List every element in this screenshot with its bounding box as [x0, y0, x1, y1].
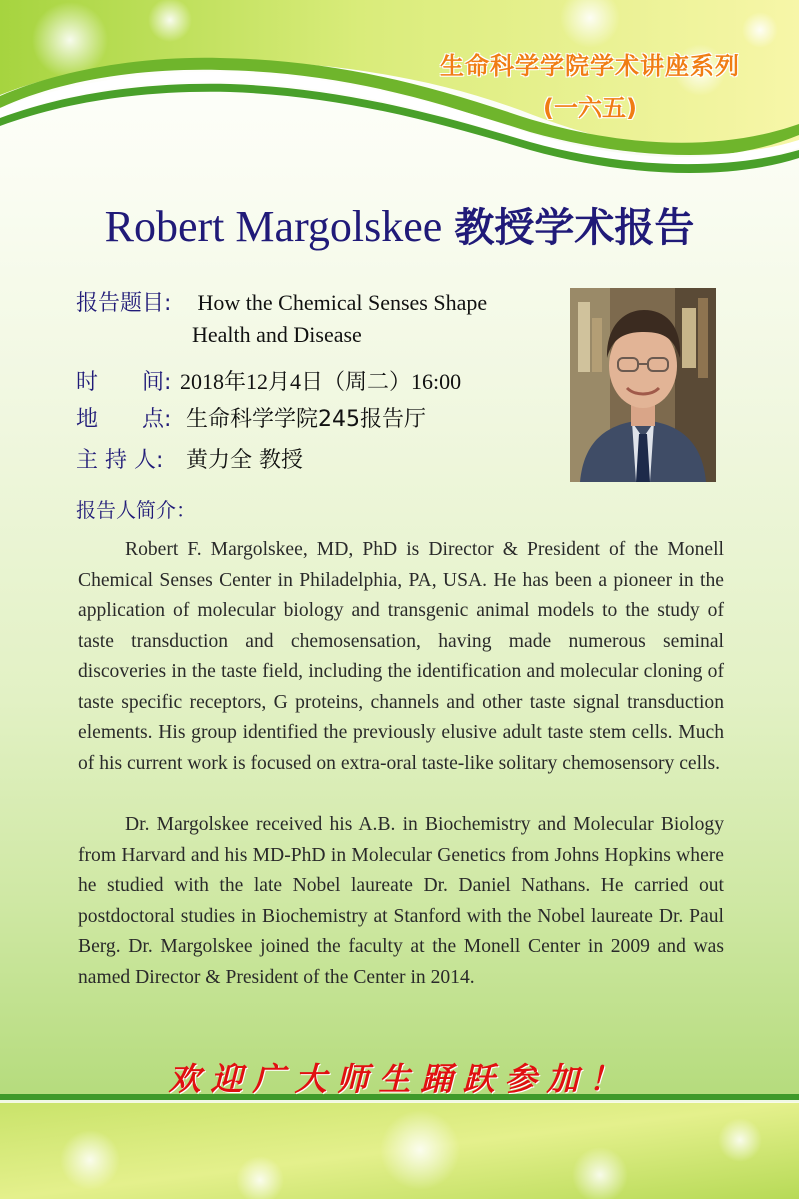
lecture-series-number: (一六五) — [543, 94, 637, 122]
topic-row — [76, 286, 487, 317]
title-suffix: 教授学术报告 — [454, 205, 695, 251]
place-row — [76, 402, 426, 433]
bio-heading: 报告人简介： — [76, 498, 196, 522]
topic-label: 报告题目: — [76, 291, 172, 316]
host-row — [76, 443, 303, 474]
report-title — [0, 196, 799, 253]
time-row — [76, 365, 461, 396]
host-value: 黄力全 教授 — [186, 448, 303, 473]
speaker-name: Robert Margolskee — [104, 202, 443, 251]
speaker-photo — [570, 288, 716, 482]
speaker-portrait-icon — [570, 288, 716, 482]
bio-paragraph-1: Robert F. Margolskee, MD, PhD is Director & President of the Monell Chemical Senses Center in Philadelphia, PA, USA. He has been a pioneer in the application of molecular biology and transgenic animal models to the study of taste transduction and chemosensation, having made numerous seminal discoveries in the taste field, including the identification and molecular cloning of taste specific receptors, G proteins, channels and other taste signal transduction elements. His group identified the previously elusive adult taste stem cells. Much of his current work is focused on extra-oral taste-like solitary chemosensory cells. — [78, 539, 724, 774]
lecture-series-title: 生命科学学院学术讲座系列 — [440, 52, 740, 80]
bio-paragraph-2: Dr. Margolskee received his A.B. in Biochemistry and Molecular Biology from Harvard and his MD-PhD in Molecular Genetics from Johns Hopkins where he studied with the late Nobel laureate Dr. Daniel Nathans. He carried out postdoctoral studies in Biochemistry at Stanford with the Nobel laureate Dr. Paul Berg. Dr. Margolskee joined the faculty at the Monell Center in 2009 and was named Director & President of the Center in 2014. — [78, 814, 724, 988]
place-value: 生命科学学院245报告厅 — [186, 407, 426, 432]
topic-line1: How the Chemical Senses Shape — [197, 290, 488, 315]
place-label: 地 点: — [76, 407, 172, 432]
welcome-slogan: 欢迎广大师生踊跃参加！ — [168, 1060, 631, 1098]
topic-continuation — [192, 322, 362, 348]
host-label: 主 持 人: — [76, 448, 164, 473]
time-label: 时 间: — [76, 370, 172, 395]
topic-line2: Health and Disease — [192, 322, 362, 347]
time-value: 2018年12月4日（周二）16:00 — [180, 369, 462, 394]
